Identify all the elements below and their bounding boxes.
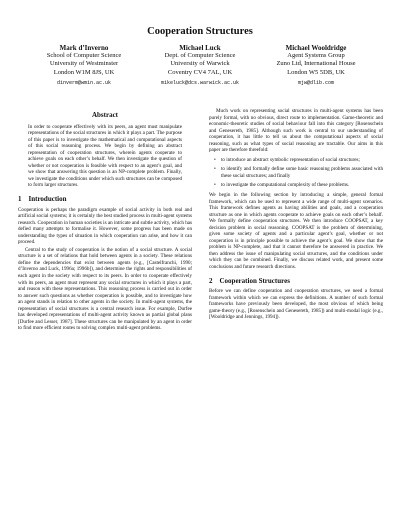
- section-1-heading: [18, 196, 192, 203]
- author-email: mikeluck@dcs.warwick.ac.uk: [160, 79, 239, 86]
- author-affiliation: Agent Systems Group: [287, 52, 345, 60]
- author-affiliation: Dept. of Computer Science: [164, 52, 236, 60]
- author-affiliation: School of Computer Science: [46, 52, 122, 60]
- author-email: dinverm@wmin.ac.uk: [56, 79, 111, 86]
- abstract-text: In order to cooperate effectively with its peers, an agent must manipulate representations of the social structures in which it plays a part. The purpose of this paper is to investigate the mathematical and computational aspects of this social reasoning process. We begin by defining an abstract representation of cooperation structures, wherein agents cooperate to achieve goals on each other’s behalf. We then investigate the question of whether or not cooperation is feasible with respect to an agent’s goal, and we show that answering this question is an NP-complete problem. Finally, we investigate the conditions under which such structures can be composed to form larger structures.: [28, 123, 182, 189]
- paper-title: Cooperation Structures: [147, 26, 253, 37]
- section-number: 1: [18, 195, 22, 204]
- author-institution: University of Warwick: [170, 60, 230, 68]
- left-column: [18, 112, 192, 333]
- paragraph: Before we can define cooperation and cooperation structures, we need a formal framework within which we can express the definitions. A number of such formal frameworks have previously been developed, the most obvious of which being game-theory (e.g., [Rosenschein and Genesereth, 1985]) and multi-modal logic (e.g., [Wooldridge and Jennings, 1994]).: [209, 288, 383, 321]
- paragraph: Much work on representing social structures in multi-agent systems has been purely formal, with no obvious, direct route to implementation. Game-theoretic and economic-theoretic studies of social behaviour fall into this category [Rosenschein and Genesereth, 1985]. Although such work is central to our understanding of cooperation, it has little to tell us about the computational aspects of social reasoning, such as what types of social reasoning are tractable. Our aims in this paper are therefore threefold:: [209, 108, 383, 154]
- author-institution: Zuno Ltd, International House: [276, 60, 356, 68]
- author-3: [262, 44, 370, 87]
- author-address: Coventry CV4 7AL, UK: [167, 68, 233, 76]
- author-name: Mark d’Inverno: [59, 44, 109, 52]
- author-name: Michael Luck: [179, 44, 221, 52]
- paragraph: Cooperation is perhaps the paradigm example of social activity in both real and artificial social systems; it is certainly the best studied process in multi-agent systems research. Cooperation in human societies is an intricate and subtle activity, which has defied many attempts to formalise it. However, some progress has been made on understanding the types of situation in which cooperation can arise, and how it can proceed.: [18, 206, 193, 246]
- paragraph: We begin in the following section by introducing a simple, general formal framework, which can be used to represent a wide range of multi-agent scenarios. This framework defines agents as having abilities and goals, and a cooperation structure as one in which agents cooperate to achieve goals on each other’s behalf. We formally define cooperation structures. We then introduce COOPSAT, a key decision problem in social reasoning. COOPSAT is the problem of determining, given some society of agents and a particular agent’s goal, whether or not cooperation is in principle possible to achieve the agent’s goal. We show that the problem is NP-complete, and that it cannot therefore be answered in practice. We then address the issue of manipulating social structures, and the conditions under which they can be combined. Finally, we discuss related work, and present some conclusions and future research directions.: [209, 192, 383, 271]
- right-column: [209, 108, 383, 322]
- aims-list: [209, 157, 383, 189]
- list-item: • to investigate the computational complexity of these problems.: [221, 182, 383, 189]
- author-email: mjw@dlib.com: [297, 79, 334, 86]
- author-block: [30, 44, 370, 87]
- author-address: London W5 5DB, UK: [287, 68, 345, 76]
- section-number: 2: [209, 276, 213, 285]
- abstract-heading: Abstract: [91, 111, 119, 119]
- section-title: Cooperation Structures: [219, 276, 290, 285]
- section-title: Introduction: [28, 195, 67, 204]
- section-2-heading: [209, 278, 383, 285]
- author-address: London W1M 8JS, UK: [53, 68, 115, 76]
- list-item: • to identify and formally define some basic reasoning problems associated with these social structures; and finally: [221, 166, 383, 179]
- author-2: [146, 44, 254, 87]
- author-institution: University of Westminster: [49, 60, 119, 68]
- abstract-section: [18, 124, 192, 189]
- author-1: [30, 44, 138, 87]
- paragraph: Central to the study of cooperation is the notion of a social structure. A social structure is a set of relations that hold between agents in a society. These relations define the dependencies that exist between agents (e.g., [Castelfranchi, 1990; d’Inverno and Luck, 1996a; 1996b]), and determine the rights and responsibilities of each agent in the society with respect to its peers. In order to cooperate effectively with its peers, an agent must represent any social structures in which it plays a part, and reason with these representations. This reasoning process is carried out in order to answer such questions as whether cooperation is possible, and to investigate how an agent stands in relation to other agents in the society. In multi-agent systems, the representation of social structures is a central research issue. For example, Durfee has developed representations of multi-agent activity known as partial global plans [Durfee and Lesser, 1987]. These structures can be manipulated by an agent in order to find more efficient routes to solving complex multi-agent problems.: [18, 246, 192, 332]
- author-name: Michael Wooldridge: [285, 44, 347, 52]
- list-item: • to introduce an abstract symbolic representation of social structures;: [221, 157, 383, 164]
